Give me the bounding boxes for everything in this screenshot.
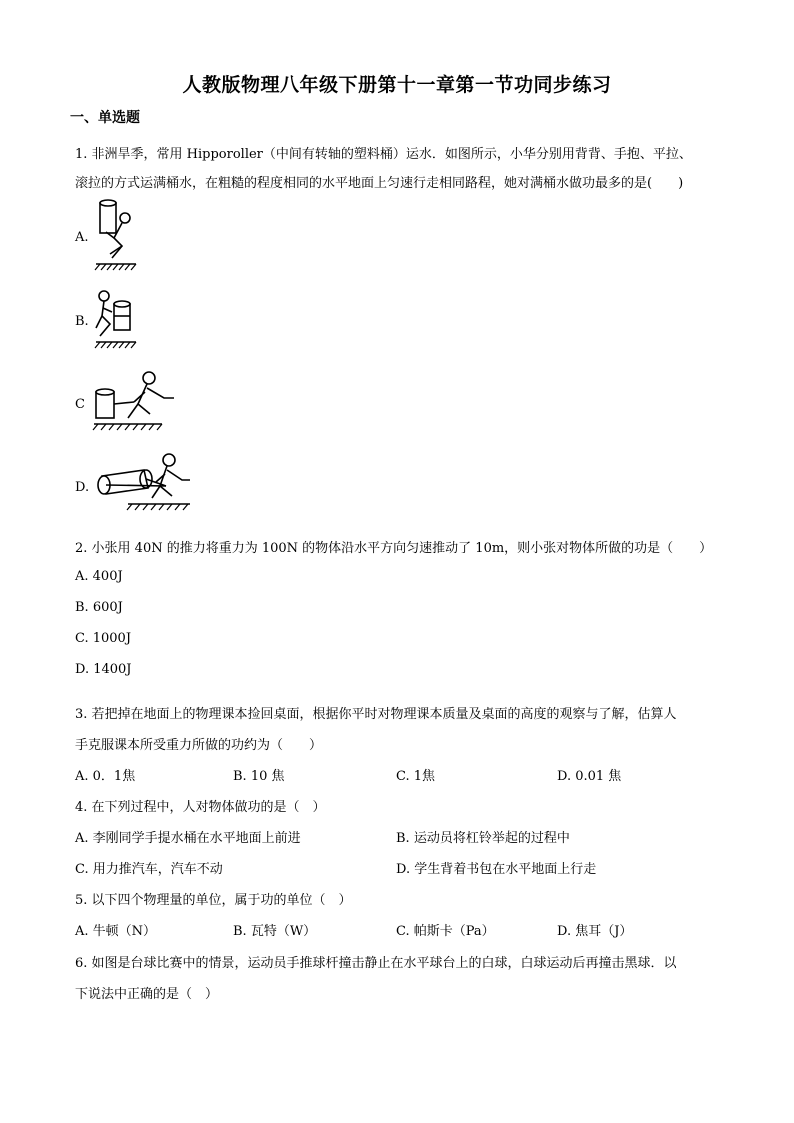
q5-option-a: A. 牛顿（N） xyxy=(75,924,157,939)
q1-option-b-label: B. xyxy=(75,314,89,329)
q2-stem: 2. 小张用 40N 的推力将重力为 100N 的物体沿水平方向匀速推动了 10m，则小张对物体所做的功是（ ） xyxy=(75,541,713,556)
q1-option-d-label: D. xyxy=(75,480,90,495)
q1-stem-line2: 滚拉的方式运满桶水，在粗糙的程度相同的水平地面上匀速行走相同路程，她对满桶水做功最多的是( ) xyxy=(75,176,684,191)
q3-stem-line2: 手克服课本所受重力所做的功约为（ ） xyxy=(75,738,323,753)
q3-option-c: C. 1焦 xyxy=(396,769,436,784)
q5-stem: 5. 以下四个物理量的单位，属于功的单位（ ） xyxy=(75,893,352,908)
q2-option-a: A. 400J xyxy=(75,569,123,584)
section-heading: 一、单选题 xyxy=(70,110,140,126)
q2-option-c: C. 1000J xyxy=(75,631,132,646)
q6-stem-line1: 6. 如图是台球比赛中的情景，运动员手推球杆撞击静止在水平球台上的白球，白球运动后再撞击黑球．以 xyxy=(75,956,677,971)
q5-option-c: C. 帕斯卡（Pa） xyxy=(396,924,495,939)
q2-option-d: D. 1400J xyxy=(75,662,132,677)
q1-option-a-label: A. xyxy=(75,230,89,245)
page-title: 人教版物理八年级下册第十一章第一节功同步练习 xyxy=(182,74,612,96)
q3-option-d: D. 0.01 焦 xyxy=(557,769,622,784)
q1-option-c-label: C xyxy=(75,397,85,412)
q5-option-d: D. 焦耳（J） xyxy=(557,924,633,939)
q1-figure-d-roll xyxy=(92,452,202,520)
q1-figure-b-hand-hold xyxy=(92,288,152,358)
q3-option-b: B. 10 焦 xyxy=(233,769,285,784)
q4-option-d: D. 学生背着书包在水平地面上行走 xyxy=(396,862,597,877)
q4-option-a: A. 李刚同学手提水桶在水平地面上前进 xyxy=(75,831,301,846)
q6-stem-line2: 下说法中正确的是（ ） xyxy=(75,987,219,1002)
q1-figure-c-drag xyxy=(92,368,197,438)
q1-stem-line1: 1. 非洲旱季，常用 Hipporoller（中间有转轴的塑料桶）运水．如图所示，小华分别用背背、手抱、平拉、 xyxy=(75,147,692,162)
q5-option-b: B. 瓦特（W） xyxy=(233,924,317,939)
q3-option-a: A. 0．1焦 xyxy=(75,769,136,784)
q2-option-b: B. 600J xyxy=(75,600,123,615)
q4-option-c: C. 用力推汽车，汽车不动 xyxy=(75,862,223,877)
q4-option-b: B. 运动员将杠铃举起的过程中 xyxy=(396,831,570,846)
q3-stem-line1: 3. 若把掉在地面上的物理课本捡回桌面，根据你平时对物理课本质量及桌面的高度的观察与了解，估算人 xyxy=(75,707,677,722)
q4-stem: 4. 在下列过程中，人对物体做功的是（ ） xyxy=(75,800,326,815)
q1-figure-a-back-carry xyxy=(92,198,152,273)
